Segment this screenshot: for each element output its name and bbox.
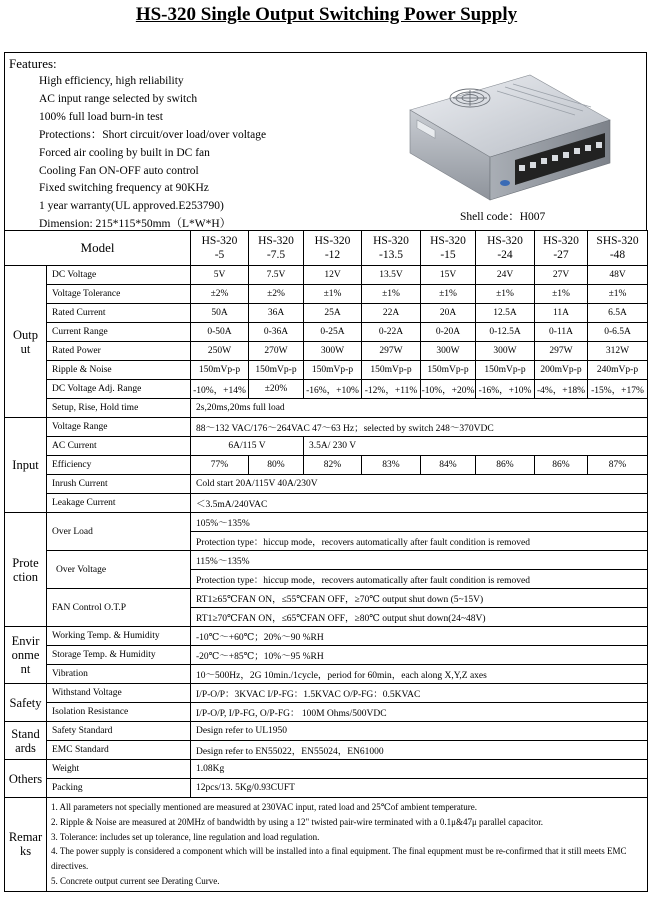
value-cell: 0-12.5A	[476, 323, 535, 342]
output-row	[5, 361, 648, 380]
value-cell: -12%，+11%	[362, 380, 421, 399]
shell-code: Shell code：H007	[460, 211, 546, 223]
value-cell: ±1%	[362, 285, 421, 304]
row-label: Voltage Tolerance	[47, 285, 191, 304]
value-cell: 150mVp-p	[421, 361, 476, 380]
value-cell: 88～132 VAC/176～264VAC 47～63 Hz；selected by switch 248～370VDC	[191, 418, 648, 437]
value-cell: 77%	[191, 456, 249, 475]
value-cell: -16%，+10%	[476, 380, 535, 399]
output-row	[5, 342, 648, 361]
value-cell: 84%	[421, 456, 476, 475]
remark-item: 2. Ripple & Noise are measured at 20MHz of bandwidth by using a 12" twisted pair-wire terminated with a 0.1μ&47μ parallel capacitor.	[51, 816, 544, 827]
value-cell: 0-25A	[304, 323, 362, 342]
row-label: EMC Standard	[47, 741, 191, 760]
value-cell: 115%～135%	[191, 551, 648, 570]
row-label: Vibration	[47, 665, 191, 684]
model-cell: HS-320 -5	[191, 231, 249, 266]
row-label: Over Voltage	[47, 551, 191, 589]
row-label: Over Load	[47, 513, 191, 551]
value-cell: 150mVp-p	[362, 361, 421, 380]
section-safety: Safety	[5, 684, 47, 722]
value-cell: 83%	[362, 456, 421, 475]
value-cell: 80%	[249, 456, 304, 475]
row-label: Rated Current	[47, 304, 191, 323]
value-cell: 13.5V	[362, 266, 421, 285]
model-cell: HS-320 -27	[535, 231, 588, 266]
value-cell: 240mVp-p	[588, 361, 648, 380]
value-cell: 48V	[588, 266, 648, 285]
row-label: Setup, Rise, Hold time	[47, 399, 191, 418]
value-cell: 87%	[588, 456, 648, 475]
value-cell: 15V	[421, 266, 476, 285]
value-cell: 20A	[421, 304, 476, 323]
remark-item: 3. Tolerance: includes set up tolerance, line regulation and load regulation.	[51, 831, 320, 842]
value-cell: 24V	[476, 266, 535, 285]
feature-item: Cooling Fan ON-OFF auto control	[39, 164, 199, 177]
standards-row	[5, 722, 648, 741]
value-cell: ＜3.5mA/240VAC	[191, 494, 648, 513]
value-cell: 2s,20ms,20ms full load	[191, 399, 648, 418]
value-cell: 27V	[535, 266, 588, 285]
feature-item: Fixed switching frequency at 90KHz	[39, 182, 209, 195]
value-cell: 6.5A	[588, 304, 648, 323]
row-label: Withstand Voltage	[47, 684, 191, 703]
value-cell: 6A/115 V	[191, 437, 304, 456]
value-cell: Protection type：hiccup mode，recovers automatically after fault condition is removed	[191, 532, 648, 551]
row-label: Ripple & Noise	[47, 361, 191, 380]
section-standards: Stand ards	[5, 722, 47, 760]
row-label: Storage Temp. & Humidity	[47, 646, 191, 665]
value-cell: 300W	[304, 342, 362, 361]
section-environment: Envir onme nt	[5, 627, 47, 684]
output-row	[5, 285, 648, 304]
section-protection: Prote ction	[5, 513, 47, 627]
row-label: Working Temp. & Humidity	[47, 627, 191, 646]
value-cell: 150mVp-p	[191, 361, 249, 380]
value-cell: 0-36A	[249, 323, 304, 342]
value-cell: -15%，+17%	[588, 380, 648, 399]
value-cell: I/P-O/P, I/P-FG, O/P-FG： 100M Ohms/500VDC	[191, 703, 648, 722]
value-cell: -10%，+20%	[421, 380, 476, 399]
feature-item: AC input range selected by switch	[39, 92, 198, 105]
row-label: Efficiency	[47, 456, 191, 475]
row-label: FAN Control O.T.P	[47, 589, 191, 627]
protection-row	[5, 551, 648, 570]
output-row	[5, 399, 648, 418]
value-cell: 297W	[535, 342, 588, 361]
page-title: HS-320 Single Output Switching Power Supply	[135, 4, 518, 25]
value-cell: 200mVp-p	[535, 361, 588, 380]
spec-table	[4, 230, 648, 892]
value-cell: 11A	[535, 304, 588, 323]
value-cell: 25A	[304, 304, 362, 323]
value-cell: 12V	[304, 266, 362, 285]
feature-item: 1 year warranty(UL approved.E253790)	[39, 200, 224, 213]
value-cell: 300W	[476, 342, 535, 361]
row-label: Leakage Current	[47, 494, 191, 513]
value-cell: Design refer to UL1950	[191, 722, 648, 741]
remarks-text	[47, 798, 648, 892]
model-label: Model	[5, 231, 191, 266]
section-input: Input	[5, 418, 47, 513]
row-label: Current Range	[47, 323, 191, 342]
row-label: Packing	[47, 779, 191, 798]
feature-item: Forced air cooling by built in DC fan	[39, 146, 210, 159]
feature-item: High efficiency, high reliability	[39, 75, 184, 87]
value-cell: -10%，+14%	[191, 380, 249, 399]
value-cell: ±2%	[191, 285, 249, 304]
value-cell: ±1%	[421, 285, 476, 304]
row-label: Rated Power	[47, 342, 191, 361]
value-cell: 3.5A/ 230 V	[304, 437, 648, 456]
value-cell: 50A	[191, 304, 249, 323]
features-list	[39, 73, 266, 234]
value-cell: 0-50A	[191, 323, 249, 342]
others-row	[5, 779, 648, 798]
remarks-row	[5, 798, 648, 892]
value-cell: 105%～135%	[191, 513, 648, 532]
value-cell: ±1%	[476, 285, 535, 304]
value-cell: 250W	[191, 342, 249, 361]
input-row	[5, 494, 648, 513]
row-label: DC Voltage Adj. Range	[47, 380, 191, 399]
value-cell: ±1%	[588, 285, 648, 304]
model-cell: HS-320 -13.5	[362, 231, 421, 266]
input-row	[5, 418, 648, 437]
value-cell: 22A	[362, 304, 421, 323]
protection-row	[5, 589, 648, 608]
input-row	[5, 475, 648, 494]
value-cell: 10～500Hz，2G 10min./1cycle，period for 60min，each along X,Y,Z axes	[191, 665, 648, 684]
value-cell: RT1≥65℃FAN ON，≤55℃FAN OFF，≥70℃ output shut down (5~15V)	[191, 589, 648, 608]
model-cell: HS-320 -24	[476, 231, 535, 266]
value-cell: ±2%	[249, 285, 304, 304]
others-row	[5, 760, 648, 779]
standards-row	[5, 741, 648, 760]
value-cell: Cold start 20A/115V 40A/230V	[191, 475, 648, 494]
value-cell: 150mVp-p	[249, 361, 304, 380]
model-row	[5, 231, 648, 266]
environment-row	[5, 646, 648, 665]
value-cell: 5V	[191, 266, 249, 285]
section-others: Others	[5, 760, 47, 798]
output-row	[5, 380, 648, 399]
safety-row	[5, 703, 648, 722]
row-label: Inrush Current	[47, 475, 191, 494]
row-label: Safety Standard	[47, 722, 191, 741]
value-cell: -20℃～+85℃；10%～95 %RH	[191, 646, 648, 665]
feature-item: 100% full load burn-in test	[39, 110, 163, 123]
features-heading: Features:	[9, 56, 57, 71]
value-cell: Design refer to EN55022，EN55024，EN61000	[191, 741, 648, 760]
value-cell: 82%	[304, 456, 362, 475]
model-cell: HS-320 -12	[304, 231, 362, 266]
value-cell: 86%	[535, 456, 588, 475]
input-row	[5, 456, 648, 475]
row-label: DC Voltage	[47, 266, 191, 285]
output-row	[5, 323, 648, 342]
feature-item: Dimension: 215*115*50mm（L*W*H）	[39, 218, 232, 231]
value-cell: Protection type：hiccup mode，recovers automatically after fault condition is removed	[191, 570, 648, 589]
value-cell: 0-22A	[362, 323, 421, 342]
section-output: Outp ut	[5, 266, 47, 418]
value-cell: 12pcs/13. 5Kg/0.93CUFT	[191, 779, 648, 798]
value-cell: 0-6.5A	[588, 323, 648, 342]
remark-item: 1. All parameters not specially mentioned are measured at 230VAC input, rated load and 25℃of ambient temperature.	[51, 802, 478, 812]
value-cell: -10℃～+60℃；20%～90 %RH	[191, 627, 648, 646]
remark-item: 5. Concrete output current see Derating Curve.	[51, 875, 220, 886]
row-label: Voltage Range	[47, 418, 191, 437]
value-cell: ±1%	[304, 285, 362, 304]
value-cell: 0-11A	[535, 323, 588, 342]
safety-row	[5, 684, 648, 703]
protection-row	[5, 513, 648, 532]
value-cell: -4%，+18%	[535, 380, 588, 399]
value-cell: I/P-O/P：3KVAC I/P-FG：1.5KVAC O/P-FG：0.5KVAC	[191, 684, 648, 703]
value-cell: 312W	[588, 342, 648, 361]
value-cell: 270W	[249, 342, 304, 361]
value-cell: 0-20A	[421, 323, 476, 342]
row-label: Weight	[47, 760, 191, 779]
environment-row	[5, 665, 648, 684]
section-remarks: Remar ks	[5, 798, 47, 892]
features-panel	[4, 52, 647, 230]
output-row	[5, 266, 648, 285]
value-cell: ±1%	[535, 285, 588, 304]
value-cell: 150mVp-p	[476, 361, 535, 380]
row-label: AC Current	[47, 437, 191, 456]
value-cell: 297W	[362, 342, 421, 361]
feature-item: Protections：Short circuit/over load/over voltage	[39, 128, 267, 141]
model-cell: HS-320 -7.5	[249, 231, 304, 266]
value-cell: 36A	[249, 304, 304, 323]
value-cell: 7.5V	[249, 266, 304, 285]
value-cell: 1.08Kg	[191, 760, 648, 779]
value-cell: -16%，+10%	[304, 380, 362, 399]
value-cell: 86%	[476, 456, 535, 475]
value-cell: 150mVp-p	[304, 361, 362, 380]
value-cell: 12.5A	[476, 304, 535, 323]
value-cell: 300W	[421, 342, 476, 361]
input-row	[5, 437, 648, 456]
model-cell: SHS-320 -48	[588, 231, 648, 266]
value-cell: RT1≥70℃FAN ON，≤65℃FAN OFF，≥80℃ output shut down(24~48V)	[191, 608, 648, 627]
remark-item: 4. The power supply is considered a component which will be installed into a final equipment. The final equpment must be re-confirmed that it still meets EMC directives.	[51, 846, 627, 872]
output-row	[5, 304, 648, 323]
row-label: Isolation Resistance	[47, 703, 191, 722]
model-cell: HS-320 -15	[421, 231, 476, 266]
environment-row	[5, 627, 648, 646]
value-cell: ±20%	[249, 380, 304, 399]
